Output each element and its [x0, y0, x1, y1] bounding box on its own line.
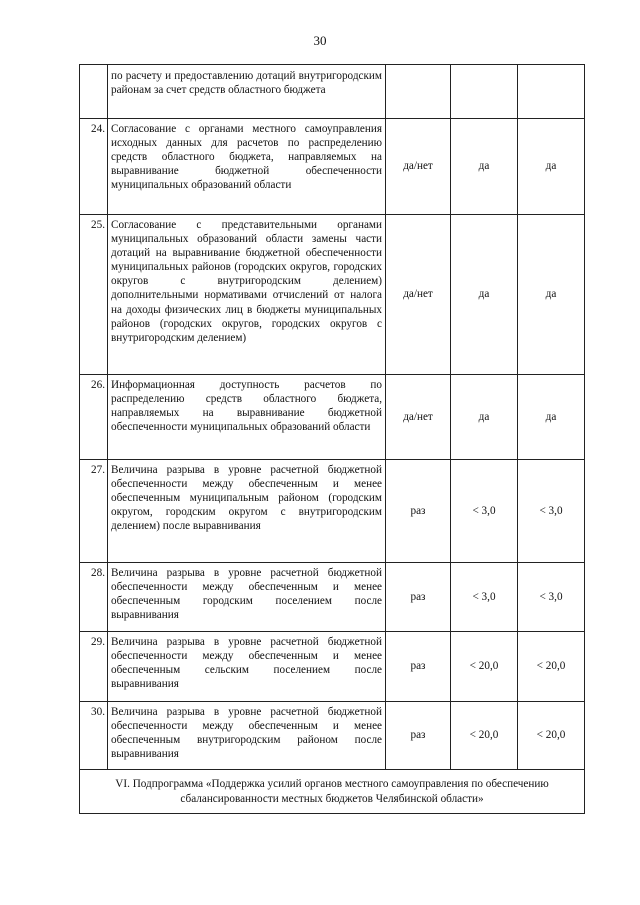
unit-cell: да/нет	[386, 215, 451, 375]
subprogram-heading: VI. Подпрограмма «Поддержка усилий органов местного самоуправления по обеспечению сбалансированности местных бюджетов Челябинской области»	[80, 770, 585, 814]
value-cell-1: да	[451, 215, 518, 375]
table-row	[80, 632, 585, 702]
table-row	[80, 702, 585, 770]
unit-cell: раз	[386, 460, 451, 563]
value-cell-2: < 3,0	[518, 460, 585, 563]
table-row	[80, 65, 585, 119]
row-number	[80, 65, 108, 119]
row-number: 30.	[80, 702, 108, 770]
unit-cell: да/нет	[386, 375, 451, 460]
row-number: 29.	[80, 632, 108, 702]
row-number: 27.	[80, 460, 108, 563]
indicator-text: Величина разрыва в уровне расчетной бюджетной обеспеченности между обеспеченным и менее обеспеченным внутригородским районом после выравнивания	[108, 702, 386, 770]
row-number: 24.	[80, 119, 108, 215]
value-cell-1: < 20,0	[451, 632, 518, 702]
indicator-text: Величина разрыва в уровне расчетной бюджетной обеспеченности между обеспеченным и менее обеспеченным сельским поселением после выравнивания	[108, 632, 386, 702]
row-number: 28.	[80, 563, 108, 632]
table-row	[80, 460, 585, 563]
indicator-text: Согласование с представительными органами муниципальных образований области замены части дотаций на выравнивание бюджетной обеспеченности муниципальных районов (городских округов, городских округов с внутригородским делением) дополнительными нормативами отчислений от налога на доходы физических лиц в бюджеты муниципальных районов (городских округов, городских округов с внутригородским делением)	[108, 215, 386, 375]
value-cell-1: да	[451, 119, 518, 215]
table-row	[80, 119, 585, 215]
page-number: 30	[313, 33, 327, 48]
value-cell-2: < 20,0	[518, 632, 585, 702]
subprogram-row	[80, 770, 585, 814]
value-cell-1: < 3,0	[451, 563, 518, 632]
unit-cell: раз	[386, 563, 451, 632]
value-cell-2: да	[518, 215, 585, 375]
indicator-text: Величина разрыва в уровне расчетной бюджетной обеспеченности между обеспеченным и менее обеспеченным городским поселением после выравнивания	[108, 563, 386, 632]
value-cell-1: < 20,0	[451, 702, 518, 770]
table-row	[80, 375, 585, 460]
unit-cell: раз	[386, 702, 451, 770]
value-cell-2: да	[518, 119, 585, 215]
value-cell-2: < 3,0	[518, 563, 585, 632]
unit-cell: раз	[386, 632, 451, 702]
indicators-table	[79, 64, 585, 814]
table-row	[80, 215, 585, 375]
value-cell-1: да	[451, 375, 518, 460]
row-number: 26.	[80, 375, 108, 460]
indicator-text: Информационная доступность расчетов по распределению средств областного бюджета, направляемых на выравнивание бюджетной обеспеченности муниципальных образований области	[108, 375, 386, 460]
unit-cell	[386, 65, 451, 119]
unit-cell: да/нет	[386, 119, 451, 215]
value-cell-1: < 3,0	[451, 460, 518, 563]
value-cell-1	[451, 65, 518, 119]
indicator-text: Величина разрыва в уровне расчетной бюджетной обеспеченности между обеспеченным и менее обеспеченным муниципальным районом (городским округом, городским округом с внутригородским делением) после выравнивания	[108, 460, 386, 563]
value-cell-2	[518, 65, 585, 119]
indicator-text: Согласование с органами местного самоуправления исходных данных для расчетов по распределению средств областного бюджета, направляемых на выравнивание бюджетной обеспеченности муниципальных образований области	[108, 119, 386, 215]
value-cell-2: < 20,0	[518, 702, 585, 770]
row-number: 25.	[80, 215, 108, 375]
table-row	[80, 563, 585, 632]
indicator-text: по расчету и предоставлению дотаций внутригородским районам за счет средств областного бюджета	[108, 65, 386, 119]
value-cell-2: да	[518, 375, 585, 460]
